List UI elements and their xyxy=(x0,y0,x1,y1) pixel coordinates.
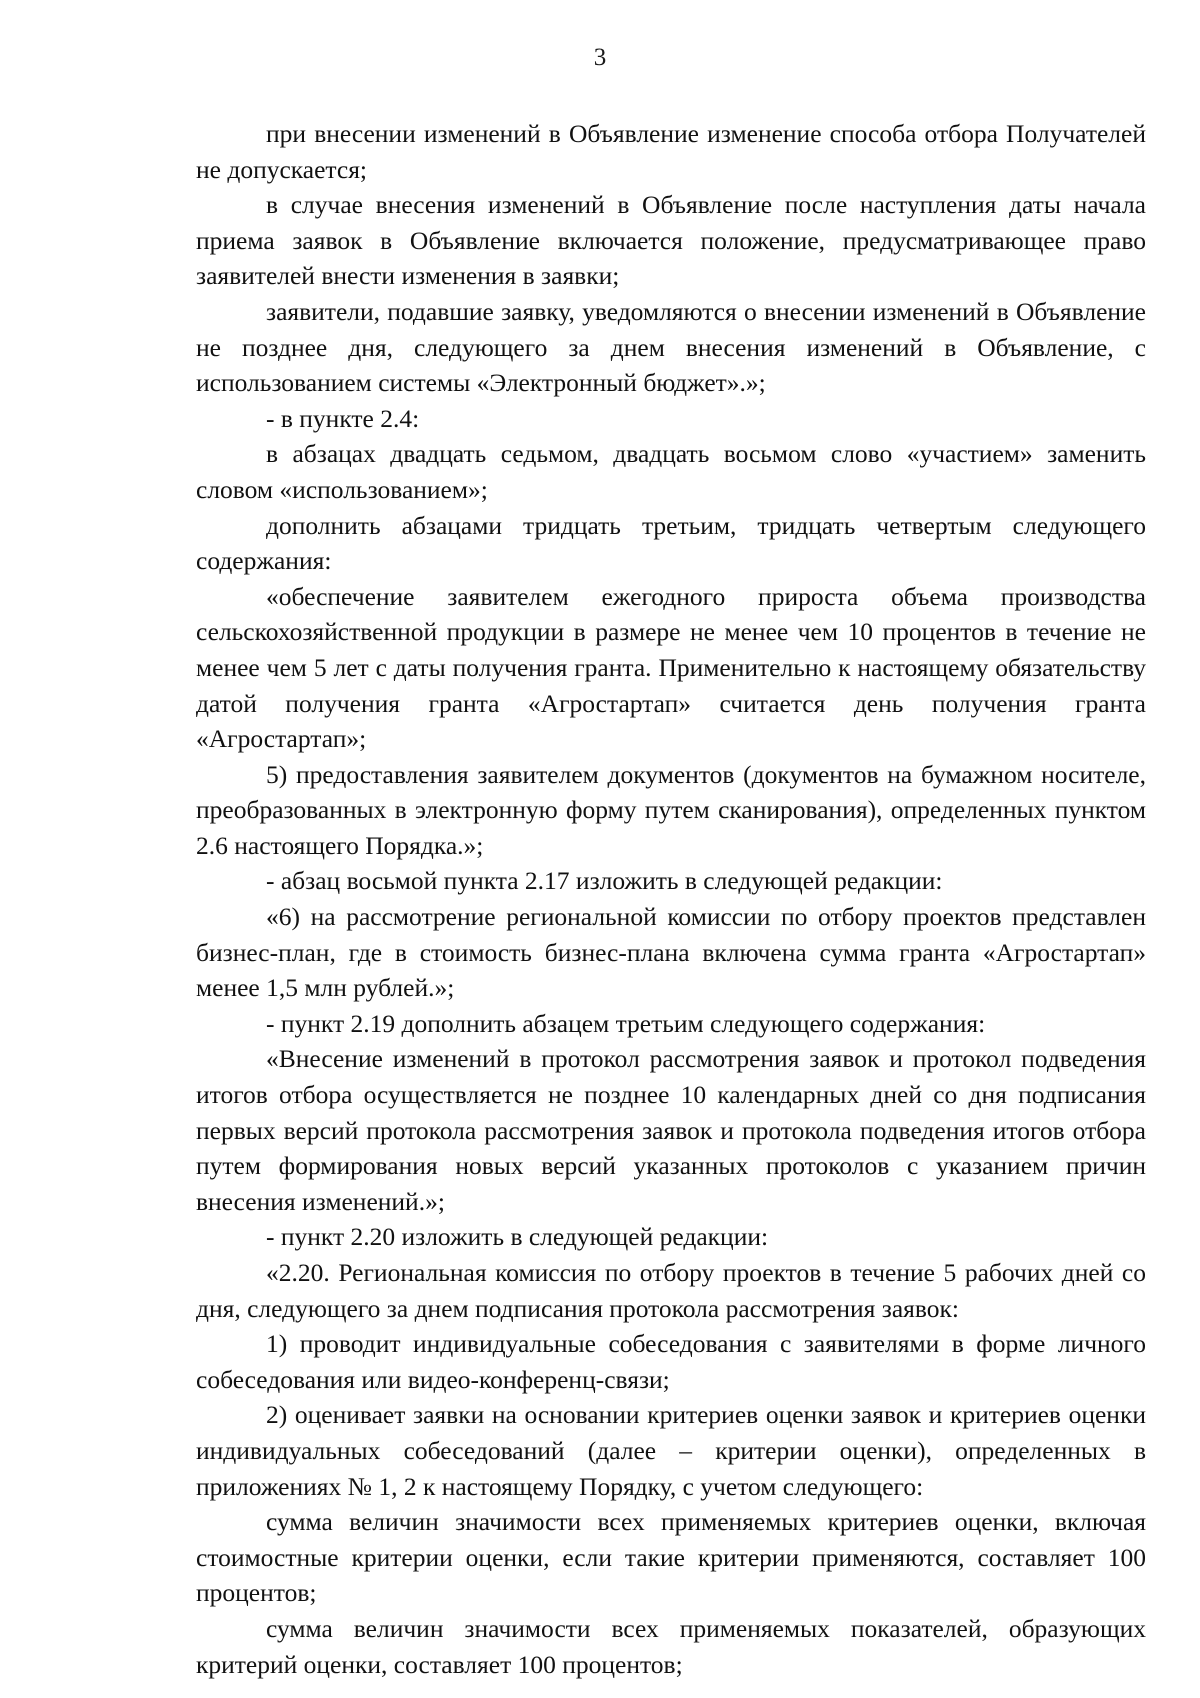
paragraph-17: сумма величин значимости всех применяемых критериев оценки, включая стоимостные критерии оценки, если такие критерии применяются, составляет 100 процентов; xyxy=(196,1507,1146,1608)
paragraph-5: в абзацах двадцать седьмом, двадцать восьмом слово «участием» заменить словом «использованием»; xyxy=(196,439,1146,504)
paragraph-3: заявители, подавшие заявку, уведомляются о внесении изменений в Объявление не позднее дня, следующего за днем внесения изменений в Объявление, с использованием системы «Электронный бюджет».»; xyxy=(196,296,1146,398)
paragraph-7: «обеспечение заявителем ежегодного прироста объема производства сельскохозяйственной продукции в размере не менее чем 10 процентов в течение не менее чем 5 лет с даты получения гранта. Применительно к настоящему обязательству датой получения гранта «Агростартап» считается день получения гранта «Агростартап»; xyxy=(196,581,1146,754)
paragraph-6: дополнить абзацами тридцать третьим, тридцать четвертым следующего содержания: xyxy=(196,510,1146,576)
paragraph-12: «Внесение изменений в протокол рассмотрения заявок и протокол подведения итогов отбора осуществляется не позднее 10 календарных дней со дня подписания первых версий протокола рассмотрения заявок и протокола подведения итогов отбора путем формирования новых версий указанных протоколов с указанием причин внесения изменений.»; xyxy=(196,1044,1146,1216)
paragraph-11: - пункт 2.19 дополнить абзацем третьим следующего содержания: xyxy=(266,1008,986,1038)
paragraph-10: «6) на рассмотрение региональной комиссии по отбору проектов представлен бизнес-план, где в стоимость бизнес-плана включена сумма гранта «Агростартап» менее 1,5 млн рублей.»; xyxy=(196,902,1146,1003)
paragraph-4: - в пункте 2.4: xyxy=(266,403,420,433)
paragraph-14: «2.20. Региональная комиссия по отбору проектов в течение 5 рабочих дней со дня, следующего за днем подписания протокола рассмотрения заявок: xyxy=(196,1258,1146,1323)
paragraph-16: 2) оценивает заявки на основании критериев оценки заявок и критериев оценки индивидуальных собеседований (далее – критерии оценки), определенных в приложениях № 1, 2 к настоящему Порядку, с учетом следующего: xyxy=(196,1400,1146,1501)
paragraph-2: в случае внесения изменений в Объявление после наступления даты начала приема заявок в Объявление включается положение, предусматривающее право заявителей внести изменения в заявки; xyxy=(196,190,1146,291)
document-body xyxy=(196,116,1146,1682)
paragraph-9: - абзац восьмой пункта 2.17 изложить в следующей редакции: xyxy=(266,866,943,896)
paragraph-8: 5) предоставления заявителем документов (документов на бумажном носителе, преобразованных в электронную форму путем сканирования), определенных пунктом 2.6 настоящего Порядка.»; xyxy=(196,759,1146,860)
paragraph-18: сумма величин значимости всех применяемых показателей, образующих критерий оценки, составляет 100 процентов; xyxy=(196,1613,1146,1679)
paragraph-15: 1) проводит индивидуальные собеседования с заявителями в форме личного собеседования или видео-конференц-связи; xyxy=(196,1329,1146,1394)
paragraph-13: - пункт 2.20 изложить в следующей редакции: xyxy=(266,1222,769,1252)
paragraph-1: при внесении изменений в Объявление изменение способа отбора Получателей не допускается; xyxy=(196,119,1146,184)
page-number: 3 xyxy=(593,44,607,71)
